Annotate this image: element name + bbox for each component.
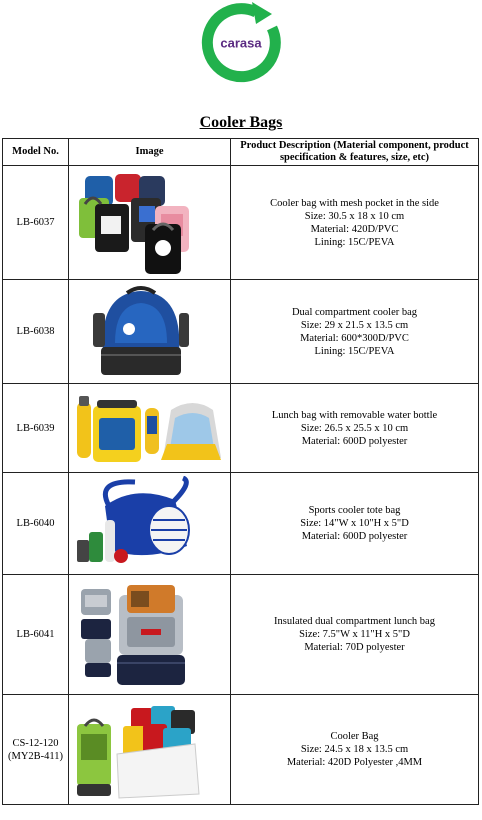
- header-image: Image: [69, 139, 231, 166]
- model-cell: LB-6041: [3, 575, 69, 695]
- insulated-lunch-bag-photo: [75, 579, 225, 691]
- image-cell: [69, 280, 231, 384]
- header-description: Product Description (Material component, product specification & features, size, etc): [231, 139, 479, 166]
- model-cell: LB-6038: [3, 280, 69, 384]
- image-cell: [69, 473, 231, 575]
- page-title: Cooler Bags: [199, 114, 283, 131]
- model-cell: LB-6039: [3, 384, 69, 473]
- description-cell: Sports cooler tote bag Size: 14"W x 10"H x 5"D Material: 600D polyester: [231, 473, 479, 575]
- model-cell: CS-12-120 (MY2B-411): [3, 695, 69, 805]
- header-model: Model No.: [3, 139, 69, 166]
- image-cell: [69, 384, 231, 473]
- table-row: [3, 280, 479, 384]
- dual-compartment-backpack-photo: [75, 283, 225, 381]
- logo-text: carasa: [220, 35, 262, 51]
- image-cell: [69, 695, 231, 805]
- image-cell: [69, 166, 231, 280]
- table-header-row: [3, 139, 479, 166]
- description-cell: Cooler Bag Size: 24.5 x 18 x 13.5 cm Material: 420D Polyester ,4MM: [231, 695, 479, 805]
- model-cell: LB-6037: [3, 166, 69, 280]
- description-cell: Cooler bag with mesh pocket in the side Size: 30.5 x 18 x 10 cm Material: 420D/PVC Lining: 15C/PEVA: [231, 166, 479, 280]
- table-row: [3, 575, 479, 695]
- cooler-bag-display-box-photo: [75, 698, 225, 802]
- table-row: [3, 473, 479, 575]
- table-row: [3, 384, 479, 473]
- table-row: [3, 166, 479, 280]
- sports-tote-bag-photo: [75, 476, 225, 572]
- carasa-logo: [200, 2, 282, 84]
- table-row: [3, 695, 479, 805]
- description-cell: Dual compartment cooler bag Size: 29 x 21.5 x 13.5 cm Material: 600*300D/PVC Lining: 15C/PEVA: [231, 280, 479, 384]
- product-table: [2, 138, 479, 805]
- lunch-bag-water-bottle-photo: [75, 388, 225, 468]
- cooler-bag-mesh-pocket-photo: [75, 168, 225, 278]
- image-cell: [69, 575, 231, 695]
- description-cell: Insulated dual compartment lunch bag Size: 7.5"W x 11"H x 5"D Material: 70D polyester: [231, 575, 479, 695]
- model-cell: LB-6040: [3, 473, 69, 575]
- description-cell: Lunch bag with removable water bottle Size: 26.5 x 25.5 x 10 cm Material: 600D polyester: [231, 384, 479, 473]
